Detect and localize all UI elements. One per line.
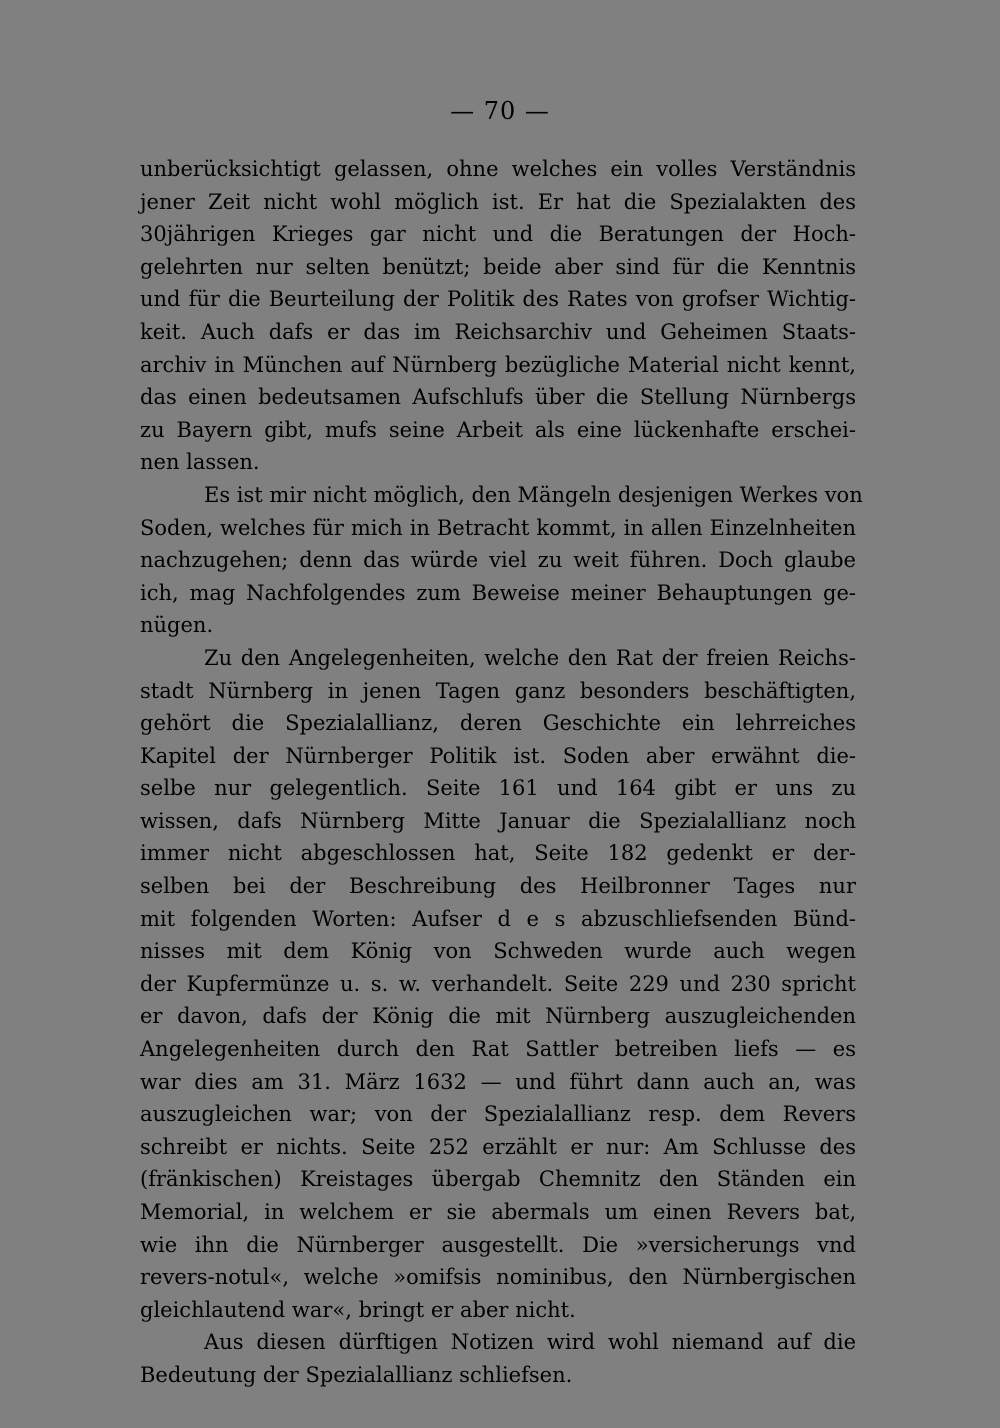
text-line: mit folgenden Worten: Aufser d e s abzuschliefsenden Bünd- [140, 906, 856, 931]
text-line: schreibt er nichts. Seite 252 erzählt er nur: Am Schlusse des [140, 1134, 856, 1159]
text-line: und für die Beurteilung der Politik des Rates von grofser Wichtig- [140, 287, 856, 312]
text-line: nisses mit dem König von Schweden wurde auch wegen [140, 939, 856, 964]
text-line: selbe nur gelegentlich. Seite 161 und 164 gibt er uns zu [140, 776, 856, 801]
text-line: er davon, dafs der König die mit Nürnberg auszugleichenden [140, 1004, 856, 1029]
paragraph-3 [140, 642, 856, 1326]
text-line: nachzugehen; denn das würde viel zu weit führen. Doch glaube [140, 548, 856, 573]
text-line: immer nicht abgeschlossen hat, Seite 182 gedenkt er der- [140, 841, 856, 866]
text-line: auszugleichen war; von der Spezialallianz resp. dem Revers [140, 1102, 856, 1127]
text-line: gehört die Spezialallianz, deren Geschichte ein lehrreiches [140, 711, 856, 736]
text-line: archiv in München auf Nürnberg bezügliche Material nicht kennt, [140, 352, 856, 377]
text-line: wie ihn die Nürnberger ausgestellt. Die »versicherungs vnd [140, 1232, 856, 1257]
text-line: Soden, welches für mich in Betracht kommt, in allen Einzelnheiten [140, 515, 856, 540]
text-line: selben bei der Beschreibung des Heilbronner Tages nur [140, 874, 856, 899]
text-line: jener Zeit nicht wohl möglich ist. Er hat die Spezialakten des [140, 189, 856, 214]
paragraph-2 [140, 479, 863, 642]
text-line: wissen, dafs Nürnberg Mitte Januar die Spezialallianz noch [140, 808, 856, 833]
text-line: stadt Nürnberg in jenen Tagen ganz besonders beschäftigten, [140, 678, 856, 703]
text-line: zu Bayern gibt, mufs seine Arbeit als eine lückenhafte erschei- [140, 417, 856, 442]
text-line: keit. Auch dafs er das im Reichsarchiv und Geheimen Staats- [140, 319, 856, 344]
text-line: gelehrten nur selten benützt; beide aber sind für die Kenntnis [140, 254, 856, 279]
text-line: ich, mag Nachfolgendes zum Beweise meiner Behauptungen ge- [140, 580, 856, 605]
text-line: (fränkischen) Kreistages übergab Chemnitz den Ständen ein [140, 1167, 856, 1192]
text-line: unberücksichtigt gelassen, ohne welches ein volles Verständnis [140, 157, 856, 181]
text-line: 30jährigen Krieges gar nicht und die Beratungen der Hoch- [140, 222, 856, 247]
text-line: Kapitel der Nürnberger Politik ist. Soden aber erwähnt die- [140, 743, 856, 768]
body-text [140, 153, 863, 1392]
text-line: war dies am 31. März 1632 — und führt dann auch an, was [140, 1069, 856, 1094]
text-line: nen lassen. [140, 450, 260, 475]
text-line: der Kupfermünze u. s. w. verhandelt. Seite 229 und 230 spricht [140, 971, 856, 996]
text-line: nügen. [140, 613, 214, 638]
paragraph-1 [140, 153, 856, 479]
text-line: revers-notul«, welche »omifsis nominibus, den Nürnbergischen [140, 1265, 856, 1290]
text-line: Memorial, in welchem er sie abermals um einen Revers bat, [140, 1200, 856, 1224]
text-line: gleichlautend war«, bringt er aber nicht. [140, 1297, 576, 1322]
paragraph-4 [140, 1326, 856, 1391]
text-line: Aus diesen dürftigen Notizen wird wohl niemand auf die [204, 1330, 856, 1355]
text-line: das einen bedeutsamen Aufschlufs über die Stellung Nürnbergs [140, 385, 856, 410]
text-line: Es ist mir nicht möglich, den Mängeln desjenigen Werkes von [204, 482, 863, 507]
text-line: Bedeutung der Spezialallianz schliefsen. [140, 1362, 573, 1387]
text-line: Zu den Angelegenheiten, welche den Rat der freien Reichs- [204, 645, 856, 670]
page-number: — 70 — [450, 97, 550, 125]
text-line: Angelegenheiten durch den Rat Sattler betreiben liefs — es [140, 1037, 856, 1062]
